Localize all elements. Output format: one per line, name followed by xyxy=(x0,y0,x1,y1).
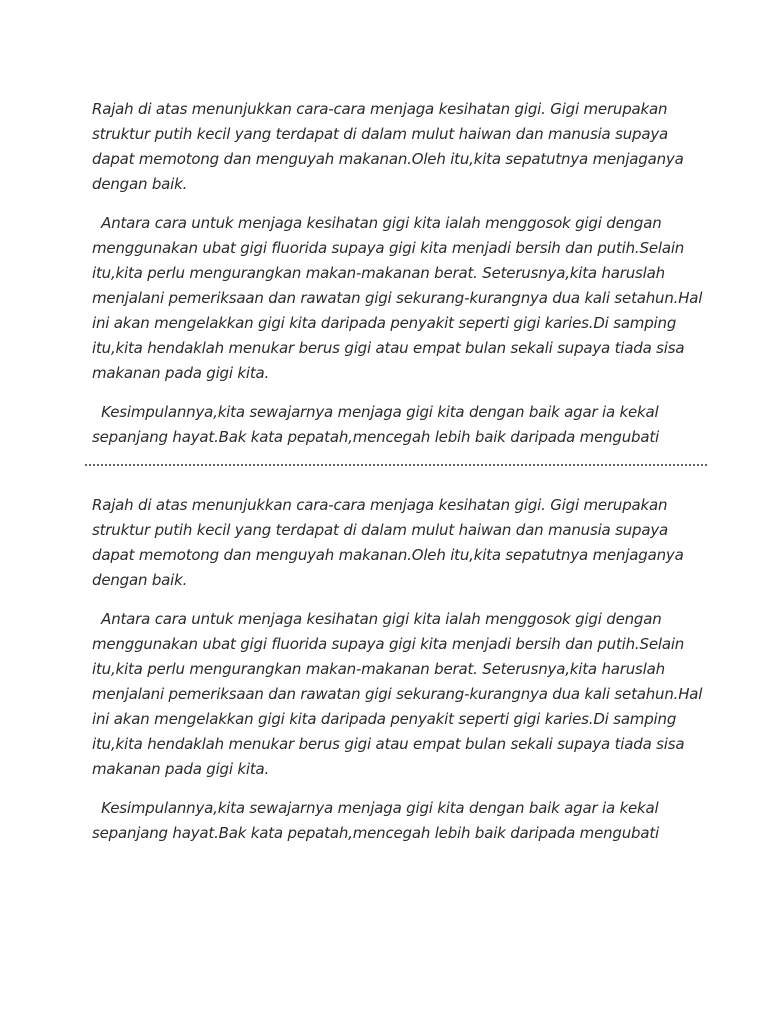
text-line: sepanjang hayat.Bak kata pepatah,mencegah lebih baik daripada mengubati xyxy=(92,428,659,446)
text-line: ini akan mengelakkan gigi kita daripada penyakit seperti gigi karies.Di samping xyxy=(92,710,677,728)
text-line: dapat memotong dan menguyah makanan.Oleh itu,kita sepatutnya menjaganya xyxy=(92,150,684,168)
essay-copy-1 xyxy=(92,97,703,450)
text-line: struktur putih kecil yang terdapat di dalam mulut haiwan dan manusia supaya xyxy=(92,521,669,539)
text-line: menggunakan ubat gigi fluorida supaya gigi kita menjadi bersih dan putih.Selain xyxy=(92,635,685,653)
paragraph-body xyxy=(92,211,703,386)
text-line: Rajah di atas menunjukkan cara-cara menjaga kesihatan gigi. Gigi merupakan xyxy=(92,100,668,118)
text-line: dapat memotong dan menguyah makanan.Oleh itu,kita sepatutnya menjaganya xyxy=(92,546,684,564)
text-line: dengan baik. xyxy=(92,571,188,589)
text-line: itu,kita hendaklah menukar berus gigi atau empat bulan sekali supaya tiada sisa xyxy=(92,735,685,753)
text-line: Rajah di atas menunjukkan cara-cara menjaga kesihatan gigi. Gigi merupakan xyxy=(92,496,668,514)
paragraph-intro xyxy=(92,493,698,593)
essay-copy-2 xyxy=(92,493,703,846)
text-line: Antara cara untuk menjaga kesihatan gigi kita ialah menggosok gigi dengan xyxy=(92,610,662,628)
text-line: Kesimpulannya,kita sewajarnya menjaga gigi kita dengan baik agar ia kekal xyxy=(92,403,659,421)
text-line: ini akan mengelakkan gigi kita daripada penyakit seperti gigi karies.Di samping xyxy=(92,314,677,332)
text-line: makanan pada gigi kita. xyxy=(92,760,270,778)
paragraph-conclusion xyxy=(92,400,698,450)
text-line: itu,kita perlu mengurangkan makan-makanan berat. Seterusnya,kita haruslah xyxy=(92,264,665,282)
paragraph-intro xyxy=(92,97,698,197)
text-line: Kesimpulannya,kita sewajarnya menjaga gigi kita dengan baik agar ia kekal xyxy=(92,799,659,817)
text-line: dengan baik. xyxy=(92,175,188,193)
paragraph-conclusion xyxy=(92,796,698,846)
text-line: menjalani pemeriksaan dan rawatan gigi sekurang-kurangnya dua kali setahun.Hal xyxy=(92,289,703,307)
text-line: struktur putih kecil yang terdapat di dalam mulut haiwan dan manusia supaya xyxy=(92,125,669,143)
paragraph-body xyxy=(92,607,703,782)
text-line: makanan pada gigi kita. xyxy=(92,364,270,382)
text-line: sepanjang hayat.Bak kata pepatah,mencegah lebih baik daripada mengubati xyxy=(92,824,659,842)
text-line: itu,kita perlu mengurangkan makan-makanan berat. Seterusnya,kita haruslah xyxy=(92,660,665,678)
text-line: itu,kita hendaklah menukar berus gigi atau empat bulan sekali supaya tiada sisa xyxy=(92,339,685,357)
text-line: Antara cara untuk menjaga kesihatan gigi kita ialah menggosok gigi dengan xyxy=(92,214,662,232)
dotted-separator-line xyxy=(85,464,707,466)
text-line: menjalani pemeriksaan dan rawatan gigi sekurang-kurangnya dua kali setahun.Hal xyxy=(92,685,703,703)
text-line: menggunakan ubat gigi fluorida supaya gigi kita menjadi bersih dan putih.Selain xyxy=(92,239,685,257)
